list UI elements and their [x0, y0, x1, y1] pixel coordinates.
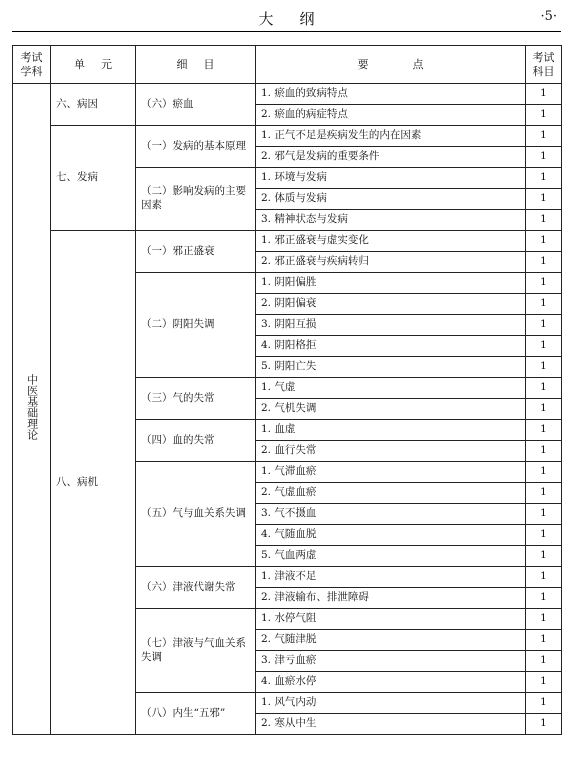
level-cell: 1: [526, 210, 562, 231]
point-cell: 4. 气随血脱: [256, 525, 526, 546]
level-cell: 1: [526, 399, 562, 420]
point-cell: 1. 邪正盛衰与虚实变化: [256, 231, 526, 252]
point-cell: 2. 寒从中生: [256, 714, 526, 735]
level-cell: 1: [526, 588, 562, 609]
point-cell: 2. 邪气是发病的重要条件: [256, 147, 526, 168]
level-cell: 1: [526, 420, 562, 441]
point-cell: 1. 气虚: [256, 378, 526, 399]
table-header-row: [13, 46, 562, 84]
col-header-level-text: 考试 科目: [532, 50, 555, 78]
level-cell: 1: [526, 378, 562, 399]
col-header-level: [526, 46, 562, 84]
col-header-subject-text: 考试 学科: [20, 50, 43, 78]
level-cell: 1: [526, 714, 562, 735]
point-cell: 1. 风气内动: [256, 693, 526, 714]
point-cell: 5. 气血两虚: [256, 546, 526, 567]
table-row: [13, 231, 562, 252]
level-cell: 1: [526, 441, 562, 462]
level-cell: 1: [526, 105, 562, 126]
col-header-subject: [13, 46, 51, 84]
point-cell: 1. 阴阳偏胜: [256, 273, 526, 294]
point-cell: 3. 阴阳互损: [256, 315, 526, 336]
point-cell: 4. 血瘀水停: [256, 672, 526, 693]
point-cell: 1. 正气不足是疾病发生的内在因素: [256, 126, 526, 147]
level-cell: 1: [526, 567, 562, 588]
level-cell: 1: [526, 630, 562, 651]
detail-cell: （四）血的失常: [136, 420, 256, 462]
point-cell: 2. 血行失常: [256, 441, 526, 462]
point-cell: 1. 环境与发病: [256, 168, 526, 189]
level-cell: 1: [526, 672, 562, 693]
level-cell: 1: [526, 357, 562, 378]
level-cell: 1: [526, 84, 562, 105]
point-cell: 3. 津亏血瘀: [256, 651, 526, 672]
point-cell: 1. 津液不足: [256, 567, 526, 588]
point-cell: 3. 气不摄血: [256, 504, 526, 525]
point-cell: 5. 阴阳亡失: [256, 357, 526, 378]
col-header-point: 要点: [256, 46, 526, 84]
detail-cell: （三）气的失常: [136, 378, 256, 420]
point-cell: 1. 气滞血瘀: [256, 462, 526, 483]
page-header: [12, 0, 561, 32]
unit-cell: 六、病因: [51, 84, 136, 126]
point-cell: 2. 瘀血的病症特点: [256, 105, 526, 126]
level-cell: 1: [526, 168, 562, 189]
detail-cell: （六）瘀血: [136, 84, 256, 126]
level-cell: 1: [526, 231, 562, 252]
page-title: 大纲: [258, 10, 341, 28]
level-cell: 1: [526, 294, 562, 315]
header-rule: [12, 31, 561, 32]
level-cell: 1: [526, 189, 562, 210]
point-cell: 4. 阴阳格拒: [256, 336, 526, 357]
detail-cell: （二）影响发病的主要因素: [136, 168, 256, 231]
point-cell: 3. 精神状态与发病: [256, 210, 526, 231]
col-header-detail: 细目: [136, 46, 256, 84]
level-cell: 1: [526, 609, 562, 630]
level-cell: 1: [526, 336, 562, 357]
detail-cell: （六）津液代谢失常: [136, 567, 256, 609]
unit-cell: 七、发病: [51, 126, 136, 231]
level-cell: 1: [526, 252, 562, 273]
level-cell: 1: [526, 525, 562, 546]
point-cell: 2. 气虚血瘀: [256, 483, 526, 504]
point-cell: 2. 气机失调: [256, 399, 526, 420]
level-cell: 1: [526, 462, 562, 483]
point-cell: 1. 瘀血的致病特点: [256, 84, 526, 105]
level-cell: 1: [526, 315, 562, 336]
col-header-unit: 单元: [51, 46, 136, 84]
level-cell: 1: [526, 126, 562, 147]
detail-cell: （五）气与血关系失调: [136, 462, 256, 567]
table-body: [13, 84, 562, 735]
subject-name: 中医基础理论: [25, 373, 39, 440]
level-cell: 1: [526, 504, 562, 525]
level-cell: 1: [526, 273, 562, 294]
point-cell: 1. 水停气阻: [256, 609, 526, 630]
point-cell: 2. 体质与发病: [256, 189, 526, 210]
syllabus-table: [12, 45, 562, 735]
point-cell: 2. 津液输布、排泄障碍: [256, 588, 526, 609]
level-cell: 1: [526, 147, 562, 168]
point-cell: 2. 邪正盛衰与疾病转归: [256, 252, 526, 273]
subject-cell: [13, 84, 51, 735]
level-cell: 1: [526, 651, 562, 672]
point-cell: 2. 阴阳偏衰: [256, 294, 526, 315]
table-row: [13, 84, 562, 105]
page-number: ·5·: [540, 9, 557, 24]
detail-cell: （八）内生“五邪”: [136, 693, 256, 735]
detail-cell: （一）邪正盛衰: [136, 231, 256, 273]
level-cell: 1: [526, 546, 562, 567]
detail-cell: （一）发病的基本原理: [136, 126, 256, 168]
detail-cell: （二）阴阳失调: [136, 273, 256, 378]
detail-cell: （七）津液与气血关系失调: [136, 609, 256, 693]
table-row: [13, 126, 562, 147]
point-cell: 1. 血虚: [256, 420, 526, 441]
unit-cell: 八、病机: [51, 231, 136, 735]
level-cell: 1: [526, 483, 562, 504]
level-cell: 1: [526, 693, 562, 714]
point-cell: 2. 气随津脱: [256, 630, 526, 651]
